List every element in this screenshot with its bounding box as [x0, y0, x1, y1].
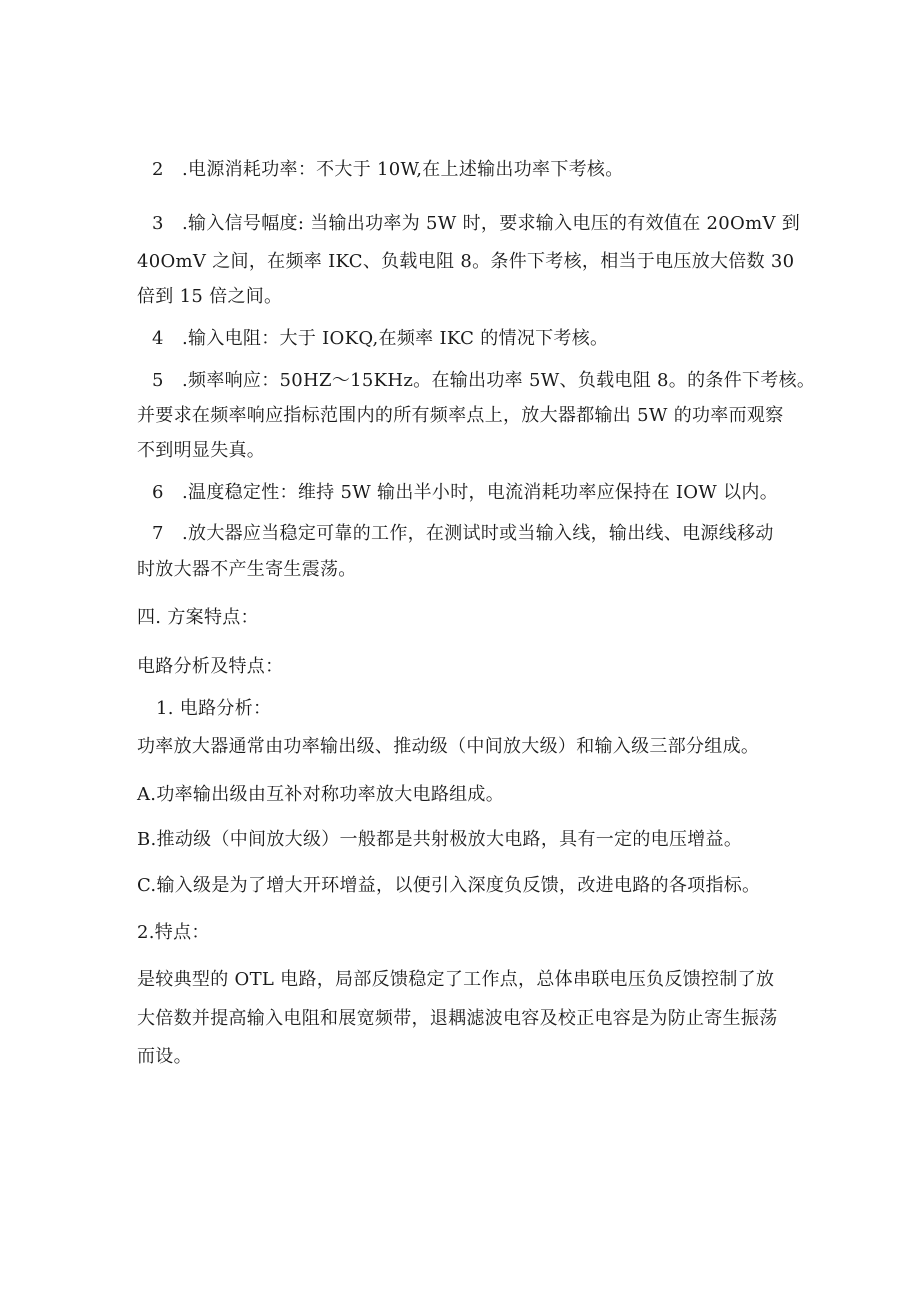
item-2-number: 2 — [152, 159, 164, 180]
item-7-number: 7 — [152, 523, 164, 544]
item-3-text-1: .输入信号幅度: 当输出功率为 5W 时，要求输入电压的有效值在 20OmV 到 — [182, 213, 801, 234]
para-b: B.推动级（中间放大级）一般都是共射极放大电路，具有一定的电压增益。 — [137, 829, 743, 850]
item-6 — [152, 481, 778, 505]
sub-heading-2: 2.特点： — [137, 922, 210, 943]
para-c: C.输入级是为了增大开环增益，以便引入深度负反馈，改进电路的各项指标。 — [137, 875, 761, 896]
item-5-line-3: 不到明显失真。 — [137, 440, 266, 461]
item-5-text-1: .频率响应：50HZ～15KHz。在输出功率 5W、负载电阻 8。的条件下考核。 — [182, 370, 816, 391]
sub-heading-1: 1. 电路分析： — [156, 698, 272, 719]
section-4-heading: 四. 方案特点： — [137, 607, 259, 628]
item-7-text-1: .放大器应当稳定可靠的工作，在测试时或当输入线，输出线、电源线移动 — [182, 523, 774, 544]
item-5-number: 5 — [152, 370, 164, 391]
feature-line-2: 大倍数并提高输入电阻和展宽频带，退耦滤波电容及校正电容是为防止寄生振荡 — [137, 1008, 778, 1029]
item-2 — [152, 158, 624, 182]
item-6-number: 6 — [152, 482, 164, 503]
item-7-line-1 — [152, 522, 774, 546]
item-5-line-2: 并要求在频率响应指标范围内的所有频率点上，放大器都输出 5W 的功率而观察 — [137, 405, 784, 426]
analysis-heading: 电路分析及特点： — [137, 656, 284, 677]
item-3-line-1 — [152, 212, 800, 236]
item-4-number: 4 — [152, 328, 164, 349]
item-6-text: .温度稳定性：维持 5W 输出半小时，电流消耗功率应保持在 IOW 以内。 — [182, 482, 779, 503]
feature-line-1: 是较典型的 OTL 电路，局部反馈稳定了工作点，总体串联电压负反馈控制了放 — [137, 969, 775, 990]
item-4-text: .输入电阻：大于 IOKQ,在频率 IKC 的情况下考核。 — [182, 328, 609, 349]
feature-line-3: 而设。 — [137, 1046, 192, 1067]
item-7-line-2: 时放大器不产生寄生震荡。 — [137, 559, 357, 580]
item-2-text: .电源消耗功率：不大于 10W,在上述输出功率下考核。 — [182, 159, 624, 180]
item-3-line-2: 40OmV 之间，在频率 IKC、负载电阻 8。条件下考核，相当于电压放大倍数 30 — [137, 251, 795, 272]
item-3-line-3: 倍到 15 倍之间。 — [137, 286, 283, 307]
item-4 — [152, 327, 608, 351]
item-5-line-1 — [152, 369, 815, 393]
para-a: A.功率输出级由互补对称功率放大电路组成。 — [137, 784, 505, 805]
item-3-number: 3 — [152, 213, 164, 234]
para-composition: 功率放大器通常由功率输出级、推动级（中间放大级）和输入级三部分组成。 — [137, 736, 760, 757]
